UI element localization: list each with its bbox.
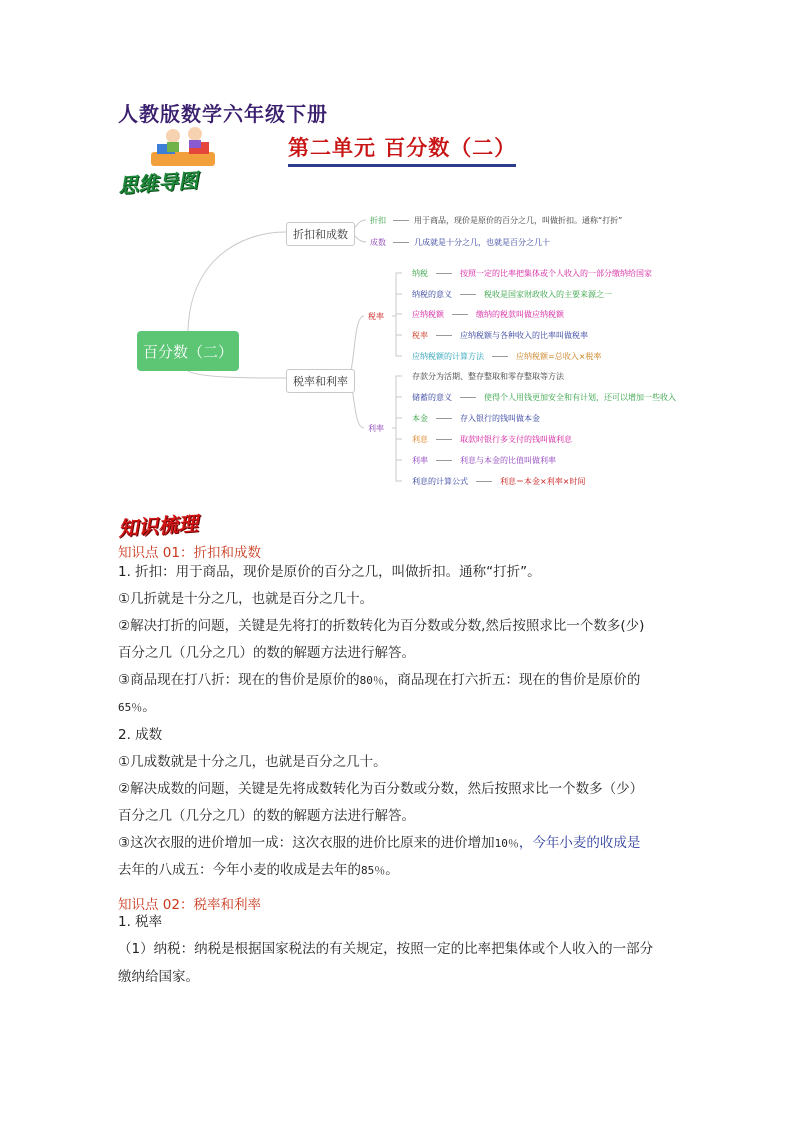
text-span: ③商品现在打八折：现在的售价是原价的 xyxy=(118,672,360,688)
mm-key: 储蓄的意义 xyxy=(412,393,452,402)
mm-dash xyxy=(452,314,468,315)
text-line: 1. 折扣：用于商品，现价是原价的百分之几，叫做折扣。通称“打折”。 xyxy=(118,564,541,580)
mm-key: 利息 xyxy=(412,435,428,444)
percent-value: 65％ xyxy=(118,701,143,714)
mm-desc: 利息与本金的比值叫做利率 xyxy=(460,456,556,465)
mm-dash xyxy=(460,397,476,398)
text-line: 2. 成数 xyxy=(118,727,163,743)
text-line: 百分之几（几分之几）的数的解题方法进行解答。 xyxy=(118,808,415,824)
text-span: ，今年小麦的收成是 xyxy=(518,835,641,851)
mm-key: 税率 xyxy=(412,331,428,340)
mm-desc: 取款时银行多支付的钱叫做利息 xyxy=(460,435,572,444)
mm-desc: 利息＝本金×利率×时间 xyxy=(500,477,586,486)
sub-branch-interest-rate: 利率 xyxy=(368,424,384,433)
text-line xyxy=(118,862,399,879)
mm-key-discount: 折扣 xyxy=(370,216,386,225)
mm-key: 纳税 xyxy=(412,269,428,278)
percent-value: 80％ xyxy=(359,674,384,687)
mm-dash xyxy=(476,481,492,482)
text-line xyxy=(118,835,640,852)
mm-desc: 存入银行的钱叫做本金 xyxy=(460,414,540,423)
text-line: 缴纳给国家。 xyxy=(118,969,199,985)
mm-key: 利率 xyxy=(412,456,428,465)
sub-branch-tax-rate: 税率 xyxy=(368,312,384,321)
book-title: 人教版数学六年级下册 xyxy=(118,102,328,126)
percent-value: 10％ xyxy=(494,837,519,850)
percent-value: 85％ xyxy=(361,864,386,877)
knowledge-point-2-title: 知识点 02：税率和利率 xyxy=(118,897,261,913)
mm-key: 纳税的意义 xyxy=(412,290,452,299)
mm-dash xyxy=(393,242,409,243)
unit-title: 第二单元 百分数（二） xyxy=(288,132,516,167)
knowledge-badge: 知识梳理 xyxy=(117,511,199,541)
text-line xyxy=(118,699,156,716)
mm-desc: 应纳税额与各种收入的比率叫做税率 xyxy=(460,331,588,340)
mm-dash xyxy=(436,439,452,440)
mm-key: 应纳税额的计算方法 xyxy=(412,352,484,361)
mm-dash xyxy=(436,273,452,274)
text-span: ，商品现在打六折五：现在的售价是原价的 xyxy=(383,672,641,688)
text-span: 。 xyxy=(385,862,399,878)
mind-map-badge: 思维导图 xyxy=(117,168,199,198)
text-span: ③这次衣服的进价增加一成：这次衣服的进价比原来的进价增加 xyxy=(118,835,495,851)
mm-key: 存款分为活期、整存整取和零存整取等方法 xyxy=(412,372,564,381)
mm-desc-percentage: 几成就是十分之几，也就是百分之几十 xyxy=(414,238,550,247)
text-line: ②解决成数的问题，关键是先将成数转化为百分数或分数，然后按照求比一个数多（少） xyxy=(118,781,644,797)
mm-key: 应纳税额 xyxy=(412,310,444,319)
branch-tax-and-interest: 税率和利率 xyxy=(286,369,355,393)
text-line: ①几折就是十分之几，也就是百分之几十。 xyxy=(118,591,374,607)
mind-map-connectors xyxy=(0,0,794,520)
text-line: 百分之几（几分之几）的数的解题方法进行解答。 xyxy=(118,645,415,661)
mm-key: 利息的计算公式 xyxy=(412,477,468,486)
mm-dash xyxy=(436,418,452,419)
mm-key-percentage: 成数 xyxy=(370,238,386,247)
text-line xyxy=(118,672,640,689)
mm-desc: 使得个人用钱更加安全和有计划，还可以增加一些收入 xyxy=(484,393,676,402)
text-line: （1）纳税：纳税是根据国家税法的有关规定，按照一定的比率把集体或个人收入的一部分 xyxy=(118,941,654,957)
mm-dash xyxy=(393,220,409,221)
mm-desc: 税收是国家财政收入的主要来源之一 xyxy=(484,290,612,299)
mm-desc: 应纳税额=总收入×税率 xyxy=(516,352,602,361)
mm-desc: 按照一定的比率把集体或个人收入的一部分缴纳给国家 xyxy=(460,269,652,278)
text-line: 1. 税率 xyxy=(118,914,163,930)
mm-desc: 缴纳的税款叫做应纳税额 xyxy=(476,310,564,319)
mm-desc-discount: 用于商品，现价是原价的百分之几，叫做折扣。通称“打折” xyxy=(414,216,623,225)
text-span: 。 xyxy=(142,699,156,715)
mm-dash xyxy=(460,294,476,295)
mind-map-root: 百分数（二） xyxy=(137,331,239,371)
text-line: ①几成数就是十分之几，也就是百分之几十。 xyxy=(118,754,387,770)
mm-key: 本金 xyxy=(412,414,428,423)
branch-discount-and-percentage: 折扣和成数 xyxy=(286,222,355,246)
mm-dash xyxy=(436,335,452,336)
text-span: 去年的八成五：今年小麦的收成是去年的 xyxy=(118,862,361,878)
mm-dash xyxy=(436,460,452,461)
knowledge-point-1-title: 知识点 01：折扣和成数 xyxy=(118,545,261,561)
mm-dash xyxy=(492,356,508,357)
text-line: ②解决打折的问题，关键是先将打的折数转化为百分数或分数,然后按照求比一个数多(少) xyxy=(118,618,645,634)
